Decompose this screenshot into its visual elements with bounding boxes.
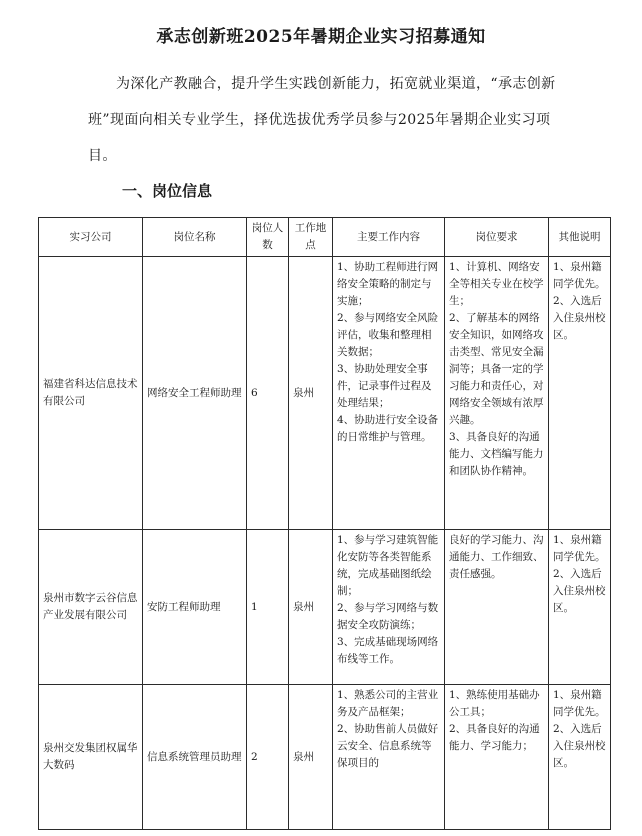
duty-item: 1、参与学习建筑智能化安防等各类智能系统，完成基础图纸绘制；	[337, 534, 439, 597]
location-cell: 泉州	[289, 530, 333, 685]
header-duties: 主要工作内容	[333, 218, 445, 257]
notes-cell	[549, 685, 611, 830]
position-cell: 安防工程师助理	[143, 530, 247, 685]
duty-item: 3、协助处理安全事件，记录事件过程及处理结果；	[337, 363, 432, 409]
location-cell: 泉州	[289, 257, 333, 530]
requirements-cell	[445, 530, 549, 685]
duty-item: 2、协助售前人员做好云安全、信息系统等保项目的	[337, 723, 439, 769]
duties-cell	[333, 257, 445, 530]
requirement-item: 1、计算机、网络安全等相关专业在校学生；	[449, 261, 544, 307]
duty-item: 3、完成基础现场网络布线等工作。	[337, 636, 439, 665]
table-header-row	[39, 218, 611, 257]
intro-paragraph: 为深化产教融合，提升学生实践创新能力，拓宽就业渠道，“承志创新班”现面向相关专业学生，择优选拔优秀学员参与2025年暑期企业实习项目。	[88, 76, 556, 164]
header-company: 实习公司	[39, 218, 143, 257]
table-row	[39, 530, 611, 685]
company-cell: 泉州交发集团权属华大数码	[39, 685, 143, 830]
company-cell: 泉州市数字云谷信息产业发展有限公司	[39, 530, 143, 685]
header-count: 岗位人数	[247, 218, 289, 257]
duty-item: 2、参与网络安全风险评估，收集和整理相关数据；	[337, 312, 439, 358]
note-item: 1、泉州籍同学优先。	[553, 261, 606, 290]
duty-item: 4、协助进行安全设备的日常维护与管理。	[337, 414, 439, 443]
header-notes: 其他说明	[549, 218, 611, 257]
duty-item: 2、参与学习网络与数据安全攻防演练；	[337, 602, 439, 631]
count-cell: 6	[247, 257, 289, 530]
requirements-cell	[445, 257, 549, 530]
requirement-item: 良好的学习能力、沟通能力、工作细致、责任感强。	[449, 534, 544, 580]
company-cell: 福建省科达信息技术有限公司	[39, 257, 143, 530]
position-cell: 网络安全工程师助理	[143, 257, 247, 530]
count-cell: 1	[247, 530, 289, 685]
duty-item: 1、熟悉公司的主营业务及产品框架；	[337, 689, 439, 718]
notes-cell	[549, 530, 611, 685]
header-location: 工作地点	[289, 218, 333, 257]
requirement-item: 2、具备良好的沟通能力、学习能力；	[449, 723, 540, 752]
note-item: 2、入选后入住泉州校区。	[553, 723, 606, 769]
note-item: 1、泉州籍同学优先。	[553, 534, 606, 563]
table-row	[39, 685, 611, 830]
notes-cell	[549, 257, 611, 530]
header-requirements: 岗位要求	[445, 218, 549, 257]
requirement-item: 2、了解基本的网络安全知识，如网络攻击类型、常见安全漏洞等；具备一定的学习能力和责任心，对网络安全领域有浓厚兴趣。	[449, 312, 544, 426]
requirement-item: 1、熟练使用基础办公工具；	[449, 689, 540, 718]
duties-cell	[333, 685, 445, 830]
positions-table	[38, 217, 611, 830]
document-title: 承志创新班2025年暑期企业实习招募通知	[156, 27, 486, 47]
position-cell: 信息系统管理员助理	[143, 685, 247, 830]
requirements-cell	[445, 685, 549, 830]
location-cell: 泉州	[289, 685, 333, 830]
note-item: 2、入选后入住泉州校区。	[553, 295, 606, 341]
duty-item: 1、协助工程师进行网络安全策略的制定与实施；	[337, 261, 439, 307]
count-cell: 2	[247, 685, 289, 830]
requirement-item: 3、具备良好的沟通能力、文档编写能力和团队协作精神。	[449, 431, 544, 477]
note-item: 1、泉州籍同学优先。	[553, 689, 606, 718]
section-heading: 一、岗位信息	[122, 182, 213, 200]
duties-cell	[333, 530, 445, 685]
note-item: 2、入选后入住泉州校区。	[553, 568, 606, 614]
header-position: 岗位名称	[143, 218, 247, 257]
table-row	[39, 257, 611, 530]
